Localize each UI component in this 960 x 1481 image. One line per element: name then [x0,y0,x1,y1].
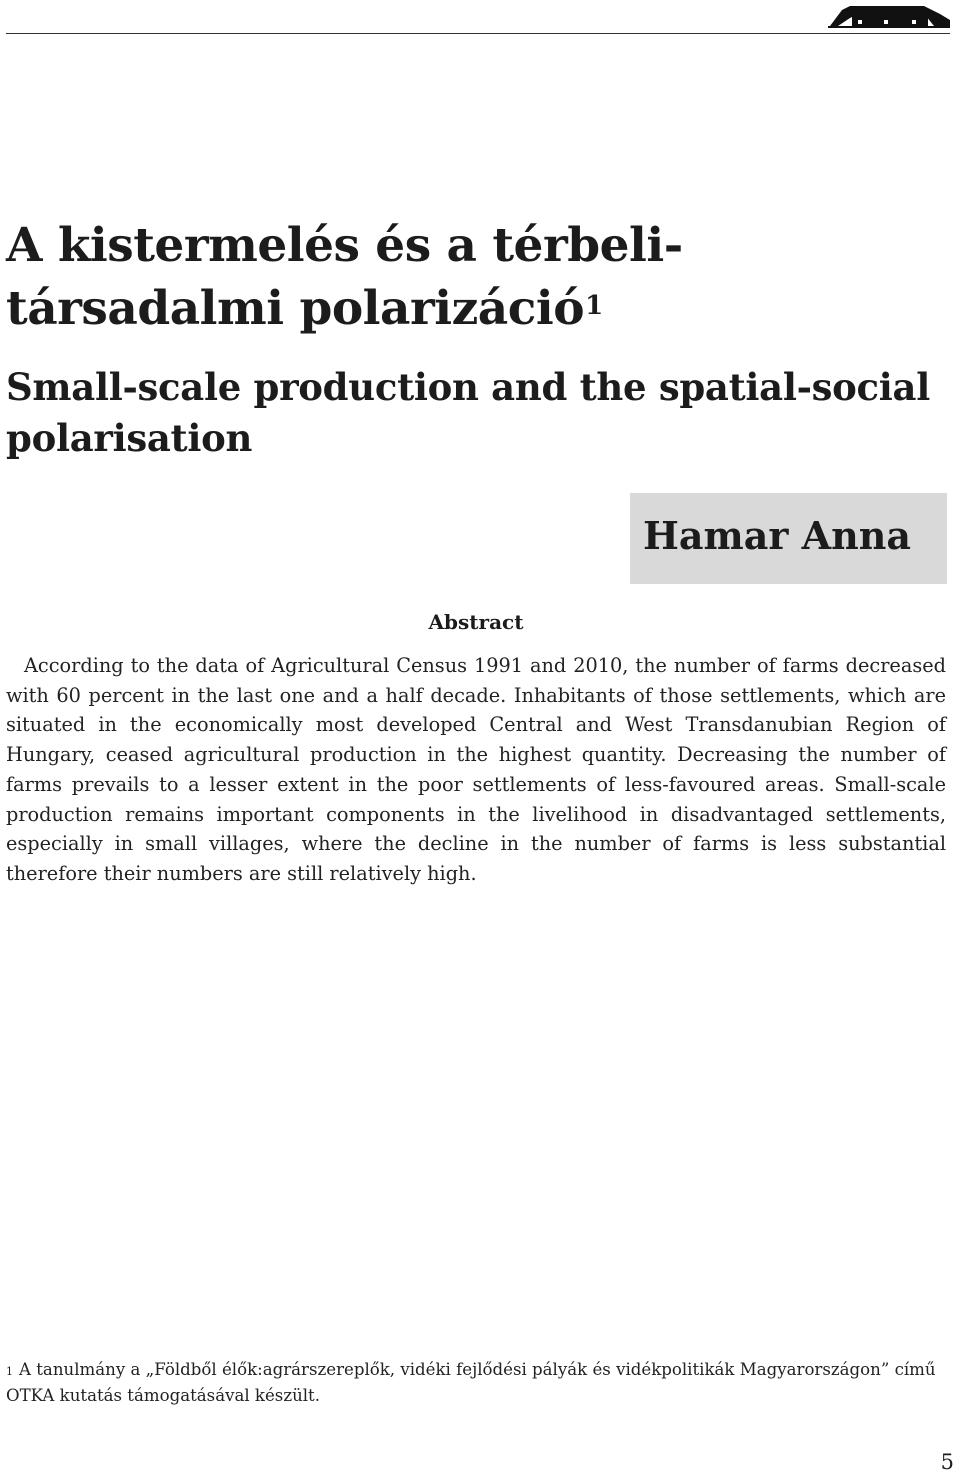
title-hungarian: A kistermelés és a térbeli-társadalmi polarizáció$^1$ [6,218,683,336]
title-footnote-marker[interactable]: 1 [585,291,603,321]
footnote [6,1357,946,1409]
house-icon [828,2,950,34]
abstract-body: According to the data of Agricultural Census 1991 and 2010, the number of farms decreased with 60 percent in the last one and a half decade. Inhabitants of those settlements, which are situated in the economically most developed Central and West Transdanubian Region of Hungary, ceased agricultural production in the highest quantity. Decreasing the number of farms prevails to a lesser extent in the poor settlements of less-favoured areas. Small-scale production remains important components in the livelihood in disadvantaged settlements, especially in small villages, where the decline in the number of farms is less substantial therefore their numbers are still relatively high. [6,654,946,885]
footnote-marker: 1 [6,1365,13,1378]
page-number: 5 [940,1450,954,1474]
title-english: Small-scale production and the spatial-social polarisation [6,365,930,460]
header-rule [6,33,950,34]
abstract-heading: Abstract [428,610,524,634]
footnote-text: A tanulmány a „Földből élők:agrárszereplők, vidéki fejlődési pályák és vidékpolitikák Magyarországon” című OTKA kutatás támogatásával készült. [6,1360,936,1405]
author-box [630,493,947,584]
author-name: Hamar Anna [643,513,911,558]
